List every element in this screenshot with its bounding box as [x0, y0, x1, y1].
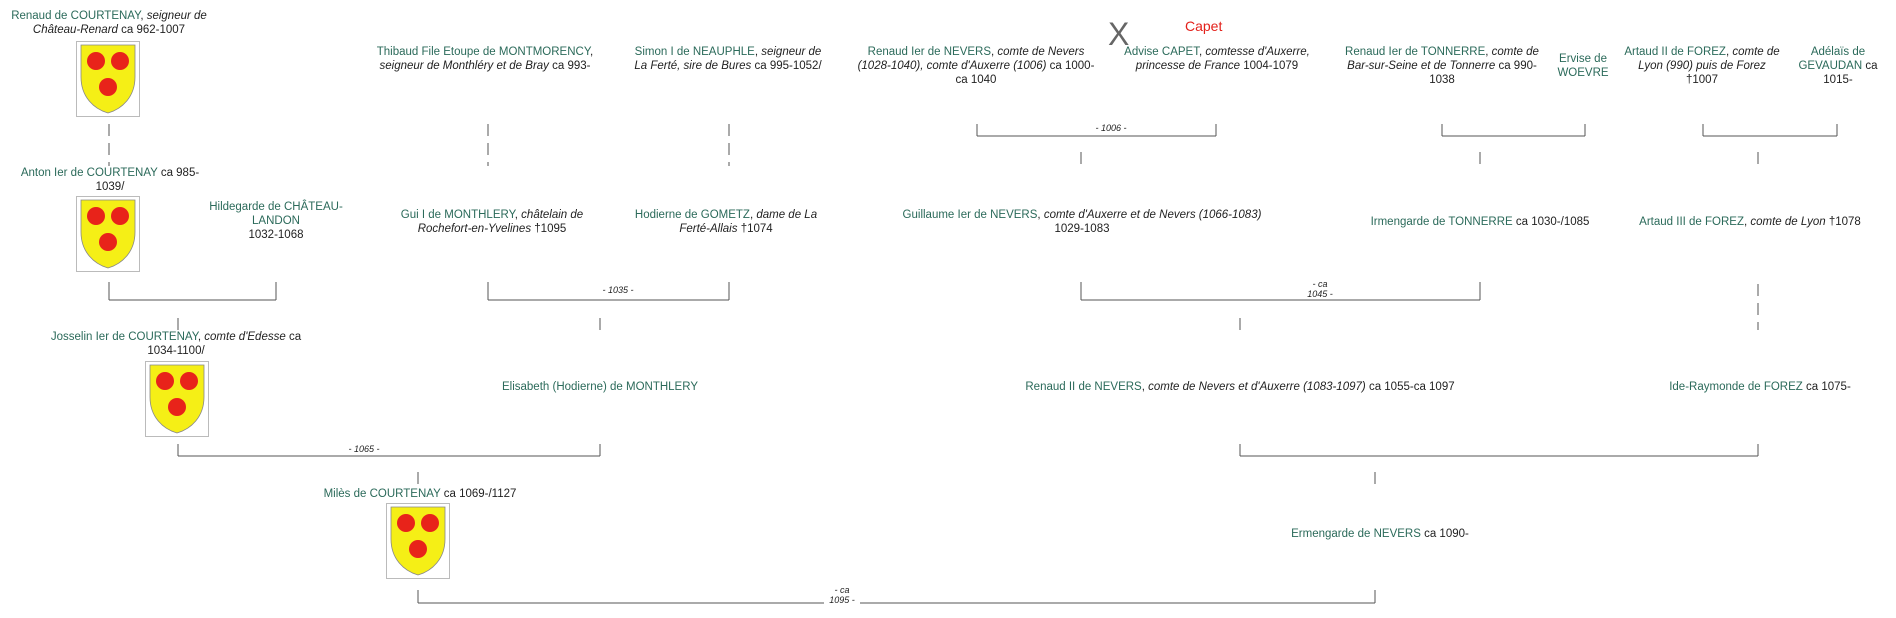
person-elisabeth: [470, 380, 730, 394]
person-artaud-3: Artaud III de FOREZ, comte de Lyon †1078: [1639, 216, 1861, 228]
person-link[interactable]: Hodierne de GOMETZ: [634, 209, 750, 221]
marriage-date: 1045 -: [1302, 289, 1338, 299]
person-link[interactable]: Renaud Ier de NEVERS: [867, 46, 992, 58]
person-renaud-courtenay: Renaud de COURTENAY, seigneur de Château-Renard ca 962-1007: [11, 10, 207, 36]
person-renaud-nevers-2: Renaud II de NEVERS, comte de Nevers et d'Auxerre (1083-1097) ca 1055-ca 1097: [1025, 381, 1455, 393]
person-link[interactable]: Josselin Ier de COURTENAY: [50, 331, 198, 343]
courtenay-coat-of-arms-icon: [76, 196, 140, 272]
marriage-date: - 1035 -: [590, 285, 646, 295]
courtenay-coat-of-arms-icon: [76, 41, 140, 117]
person-link[interactable]: Guillaume Ier de NEVERS: [902, 209, 1038, 221]
person-hildegarde: Hildegarde de CHÂTEAU-LANDON 1032-1068: [209, 201, 343, 241]
marriage-date: - ca: [1302, 279, 1338, 289]
person-link[interactable]: Renaud de COURTENAY: [11, 10, 141, 22]
person-ermengarde: Ermengarde de NEVERS ca 1090-: [1291, 528, 1469, 540]
person-link[interactable]: Milès de COURTENAY: [323, 488, 441, 500]
person-link[interactable]: Advise CAPET: [1124, 46, 1199, 58]
person-guillaume: Guillaume Ier de NEVERS, comte d'Auxerre et de Nevers (1066-1083) 1029-1083: [902, 209, 1262, 235]
person-anton: Anton Ier de COURTENAY ca 985-1039/: [20, 167, 200, 193]
close-icon[interactable]: X: [1108, 16, 1130, 52]
marriage-date: 1095 -: [824, 595, 860, 605]
marriage-date: - ca: [824, 585, 860, 595]
person-irmengarde: Irmengarde de TONNERRE ca 1030-/1085: [1370, 216, 1590, 228]
person-adelais: Adélaïs de GEVAUDAN ca 1015-: [1798, 46, 1878, 86]
person-josselin: Josselin Ier de COURTENAY, comte d'Edesse ca 1034-1100/: [50, 331, 302, 357]
person-renaud-tonnerre: Renaud Ier de TONNERRE, comte de Bar-sur-Seine et de Tonnerre ca 990-1038: [1345, 46, 1539, 86]
person-link[interactable]: Elisabeth (Hodierne) de MONTHLERY: [501, 381, 698, 393]
person-thibaud: Thibaud File Etoupe de MONTMORENCY, seigneur de Monthléry et de Bray ca 993-: [376, 46, 594, 72]
person-link[interactable]: Anton Ier de COURTENAY: [20, 167, 158, 179]
person-ervise: [1548, 52, 1618, 80]
person-link[interactable]: Artaud II de FOREZ: [1624, 46, 1726, 58]
person-link[interactable]: Ermengarde de NEVERS: [1291, 528, 1421, 540]
person-gui: Gui I de MONTHLERY, châtelain de Rochefort-en-Yvelines †1095: [400, 209, 584, 235]
courtenay-coat-of-arms-icon: [386, 503, 450, 579]
dynasty-label: Capet: [1185, 18, 1223, 34]
person-simon: Simon I de NEAUPHLE, seigneur de La Ferté, sire de Bures ca 995-1052/: [634, 46, 822, 72]
person-link[interactable]: Artaud III de FOREZ: [1639, 216, 1744, 228]
person-link[interactable]: Adélaïs de GEVAUDAN: [1798, 46, 1866, 72]
person-link[interactable]: Ervise de WOEVRE: [1557, 53, 1609, 79]
person-advise-capet: Advise CAPET, comtesse d'Auxerre, princesse de France 1004-1079: [1124, 46, 1310, 72]
courtenay-coat-of-arms-icon: [145, 361, 209, 437]
person-hodierne: Hodierne de GOMETZ, dame de La Ferté-Allais †1074: [634, 209, 818, 235]
person-ide-raymonde: Ide-Raymonde de FOREZ ca 1075-: [1669, 381, 1851, 393]
person-link[interactable]: Renaud Ier de TONNERRE: [1345, 46, 1486, 58]
person-link[interactable]: Simon I de NEAUPHLE: [634, 46, 755, 58]
person-link[interactable]: Thibaud File Etoupe de MONTMORENCY: [376, 46, 591, 58]
person-artaud-2: Artaud II de FOREZ, comte de Lyon (990) puis de Forez †1007: [1624, 46, 1780, 86]
person-renaud-nevers-1: Renaud Ier de NEVERS, comte de Nevers (1028-1040), comte d'Auxerre (1006) ca 1000-ca 1040: [857, 46, 1095, 86]
person-link[interactable]: Ide-Raymonde de FOREZ: [1669, 381, 1803, 393]
marriage-date: - 1006 -: [1086, 123, 1136, 133]
person-link[interactable]: Renaud II de NEVERS: [1025, 381, 1142, 393]
person-link[interactable]: Hildegarde de CHÂTEAU-LANDON: [209, 201, 343, 227]
person-link[interactable]: Gui I de MONTHLERY: [400, 209, 515, 221]
person-link[interactable]: Irmengarde de TONNERRE: [1370, 216, 1513, 228]
marriage-date: - 1065 -: [336, 444, 392, 454]
person-miles: Milès de COURTENAY ca 1069-/1127: [323, 488, 517, 500]
